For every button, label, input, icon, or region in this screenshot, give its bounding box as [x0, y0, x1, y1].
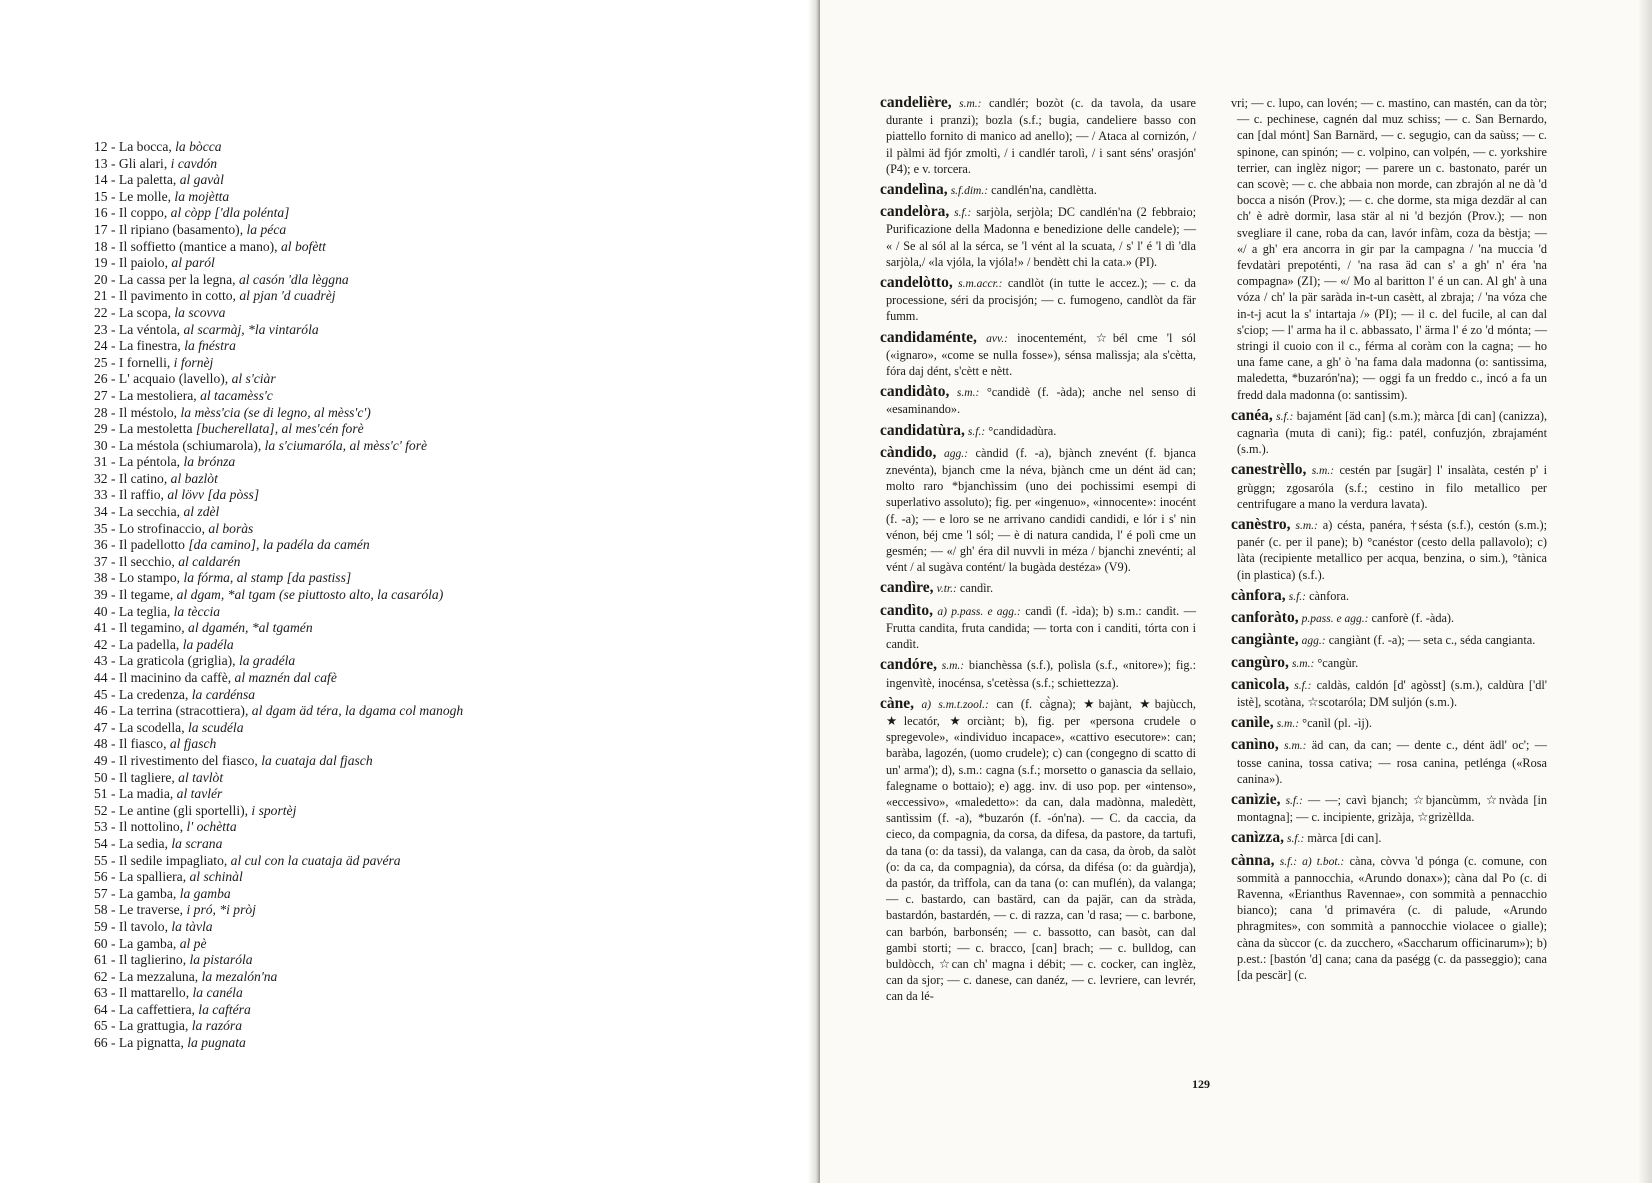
dictionary-entry: [880, 445, 1196, 576]
entry-grammar: s.m.:: [941, 660, 965, 673]
legend-item-label: 15 - Le molle,: [94, 188, 175, 204]
entry-definition: °canìl (pl. -ìj).: [1302, 716, 1372, 731]
legend-item-dialect: al bofètt: [280, 238, 326, 254]
legend-item-label: 42 - La padella,: [94, 636, 183, 652]
legend-item: [94, 504, 463, 521]
entry-grammar: avv.:: [986, 332, 1008, 345]
legend-item-dialect: la canéla: [192, 985, 243, 1001]
legend-item: [94, 720, 463, 737]
entry-grammar: s.f.:: [1285, 794, 1303, 807]
entry-headword: cangiànte,: [1231, 631, 1299, 649]
entry-grammar: s.f.:: [954, 207, 972, 220]
legend-item-label: 27 - La mestoliera,: [94, 387, 201, 403]
entry-grammar: s.m.:: [959, 98, 982, 110]
entry-headword: canìzza,: [1231, 829, 1284, 847]
legend-item: [94, 653, 463, 670]
dictionary-entry: [880, 603, 1196, 653]
entry-headword: candidàto,: [880, 383, 950, 401]
legend-item-label: 24 - La finestra,: [94, 338, 185, 354]
legend-item: [94, 969, 463, 986]
entry-grammar: p.pass. e agg.:: [1301, 613, 1369, 626]
entry-definition: canforè (f. -àda).: [1371, 611, 1455, 626]
legend-item-label: 51 - La madia,: [94, 786, 177, 802]
entry-headword: cànfora,: [1231, 586, 1286, 604]
entry-grammar: s.f.: a) t.bot.:: [1279, 855, 1345, 868]
legend-item-label: 33 - Il raffio,: [94, 487, 168, 503]
legend-item: [94, 604, 463, 621]
legend-item-label: 18 - Il soffietto (mantice a mano),: [94, 238, 281, 254]
legend-item: [94, 819, 463, 836]
legend-item: [94, 371, 463, 388]
legend-item: [94, 537, 463, 554]
legend-item-label: 21 - Il pavimento in cotto,: [94, 288, 240, 304]
dictionary-entry: [1231, 95, 1547, 403]
legend-item: [94, 853, 463, 870]
legend-item-label: 17 - Il ripiano (basamento),: [94, 221, 247, 237]
dictionary-entry: [1231, 830, 1547, 847]
legend-item: [94, 288, 463, 305]
legend-item-dialect: al caldarén: [178, 553, 241, 569]
legend-item-label: 16 - Il coppo,: [94, 205, 171, 221]
dictionary-entry: [1231, 517, 1547, 583]
entry-headword: cànna,: [1231, 851, 1275, 869]
entry-headword: candelòtto,: [880, 274, 953, 292]
entry-definition: caldàs, caldón [d' agòsst] (s.m.), caldùra ['dl' istè], scotàna, ☆scotaróla; DM suljón (s.m.).: [1237, 677, 1547, 709]
entry-definition: äd can, da can; — dente c., dént ädl' oc'; — tosse canina, tossa cativa; — rosa canina, petlénga («Rosa canina»).: [1237, 738, 1547, 786]
legend-item-label: 50 - Il tagliere,: [94, 769, 179, 785]
legend-item: [94, 156, 463, 173]
dictionary-entry: [1231, 610, 1547, 627]
entry-headword: càndido,: [880, 443, 937, 461]
dictionary-entry: [1231, 853, 1547, 984]
dictionary-column-1: [880, 95, 1196, 1010]
legend-item-dialect: al tavlér: [176, 786, 223, 802]
legend-item-dialect: al tacamèss'c: [200, 387, 273, 403]
legend-item-dialect: al paról: [171, 255, 215, 271]
legend-item-label: 22 - La scopa,: [94, 304, 175, 320]
entry-grammar: s.f.:: [1287, 833, 1305, 846]
legend-item-label: 66 - La pignatta,: [94, 1035, 188, 1051]
legend-item-dialect: la padéla: [182, 636, 234, 652]
entry-headword: candìre,: [880, 579, 934, 597]
legend-item: [94, 421, 463, 438]
legend-item-dialect: al maznén dal cafè: [234, 670, 337, 685]
entry-headword: canìle,: [1231, 714, 1274, 732]
legend-item-dialect: la tàvla: [171, 918, 213, 934]
entry-definition: sarjòla, serjòla; DC candlén'na (2 febbraio; Purificazione della Madonna e benedizione delle candele); — « / Se al sól al la sérca, se 'l vént al la scuata, / s' l' é 'l dì 'dla sarjòla,/ «la vjóla, la vjóla!» / bendètt chi la cata.» (PI).: [886, 205, 1197, 269]
legend-item-label: 20 - La cassa per la legna,: [94, 271, 239, 287]
entry-definition: vri; — c. lupo, can lovén; — c. mastino, can mastén, can da tòr; — c. pechinese, cagnén dal muz schiss; — c. San Bernardo, can [dal mónt] San Barnärd, — c. segugio, can da saùss; — c. spinone, can spinón; — c. volpino, can volpén, — c. yorkshire terrier, can inglèz nigor; — parere un c. bastonato, parér un can scovè; — c. che abbaia non morde, can zbrajón al ne dà 'd bocca a nisón (Prov.); — c. che dorme, sta miga dezdär al can ch' è adrè dormìr, lasa stär al ni 'd bezjón (Prov.); — non svegliare il cane, roba da can, lavór infàm, coza da bèstja; — «/ a gh' era ancorra in gir par la campagna / 'na muccia 'd fevdatàri prepoténti, / 'na rasa äd can s' a gh' n' éra 'na compagna» (ZI); — «/ Mo al baritton l' é un can. Al gh' à una vóza / ch' la pär saràda in-t-un casètt, al zbraja; / 'na vóza che in-t-j acut la s' intartaja /» (PI); — il c. del fucile, al can dal s'ciop; — l' arma ha il c. abbassato, l' ärma l' é zo 'd mónta; — stringi il cuoio con il c., férma al coràm con la cagna; — ho una fame cane, a gh' ò 'na fama dala madonna (o: santissima, maledetta, *buzarón'na); — oggi fa un freddo c., incó a fa un fredd dala madonna (o: santissim).: [1231, 96, 1547, 402]
dictionary-column-2: [1231, 95, 1547, 988]
entry-grammar: v.tr.:: [936, 583, 957, 596]
legend-item: [94, 869, 463, 886]
legend-item-dialect: al bazlòt: [170, 470, 218, 486]
legend-item-dialect: la tèccia: [173, 603, 221, 619]
legend-item: [94, 487, 463, 504]
legend-item-dialect: al dgamén, *al tgamén: [188, 620, 313, 636]
entry-headword: candelòra,: [880, 203, 950, 221]
legend-item-dialect: al zdèl: [183, 504, 220, 520]
legend-item: [94, 620, 463, 637]
legend-item: [94, 637, 463, 654]
legend-item-label: 63 - Il mattarello,: [94, 985, 193, 1001]
legend-item: [94, 587, 463, 604]
dictionary-entry: [880, 330, 1196, 380]
legend-item-label: 26 - L' acquaio (lavello),: [94, 371, 232, 387]
entry-grammar: agg.:: [944, 447, 968, 460]
legend-item-label: 19 - Il paiolo,: [94, 255, 172, 271]
entry-definition: màrca [di can].: [1307, 831, 1382, 846]
dictionary-entry: [880, 384, 1196, 417]
dictionary-entry: [1231, 792, 1547, 825]
legend-item-label: 39 - Il tegame,: [94, 587, 177, 603]
dictionary-entry: [880, 95, 1196, 177]
legend-item-dialect: i pró, *i pròj: [186, 902, 256, 918]
legend-item: [94, 172, 463, 189]
legend-item-label: 43 - La graticola (griglia),: [94, 653, 239, 669]
legend-item-label: 64 - La caffettiera,: [94, 1001, 199, 1017]
entry-definition: cànfora.: [1309, 588, 1350, 603]
page-edge-shadow: [1638, 0, 1652, 1183]
entry-grammar: s.m.:: [1284, 740, 1307, 753]
legend-item-dialect: la s'ciumaróla, al mèss'c' forè: [264, 437, 428, 453]
entry-grammar: s.m.:: [1276, 718, 1300, 731]
legend-item-dialect: al gavàl: [179, 172, 224, 188]
legend-item: [94, 454, 463, 471]
entry-headword: candìto,: [880, 601, 933, 619]
legend-item-dialect: al s'ciàr: [231, 371, 276, 387]
entry-grammar: s.f.dim.:: [950, 185, 989, 198]
legend-item-dialect: l' ochètta: [186, 819, 237, 835]
legend-item-dialect: la péca: [246, 221, 287, 237]
entry-definition: cangiànt (f. -a); — seta c., séda cangianta.: [1328, 633, 1536, 648]
legend-item-label: 31 - La péntola,: [94, 454, 184, 470]
entry-grammar: a) p.pass. e agg.:: [937, 605, 1021, 618]
legend-item-dialect: la gradéla: [238, 653, 296, 669]
legend-item: [94, 405, 463, 422]
legend-item: [94, 355, 463, 372]
legend-item-label: 56 - La spalliera,: [94, 869, 190, 885]
entry-definition: candì (f. -ìda); b) s.m.: candìt. — Frutta candita, fruta candida; — torta con i canditi, tórta con i candìt.: [886, 603, 1197, 652]
legend-item-dialect: la caftéra: [198, 1001, 251, 1017]
legend-item-dialect: al scarmàj, *la vintaróla: [183, 321, 319, 337]
entry-definition: °candidadùra.: [988, 423, 1057, 438]
dictionary-entry: [880, 580, 1196, 597]
legend-item: [94, 952, 463, 969]
legend-item-label: 36 - Il padellotto: [94, 537, 189, 553]
legend-item: [94, 471, 463, 488]
legend-item-label: 45 - La credenza,: [94, 686, 192, 702]
legend-item-dialect: al fjasch: [169, 736, 217, 752]
legend-item: [94, 222, 463, 239]
legend-item: [94, 189, 463, 206]
legend-item-label: 57 - La gamba,: [94, 885, 180, 901]
legend-item-label: 52 - Le antine (gli sportelli),: [94, 802, 252, 818]
legend-item-dialect: la fórma, al stamp [da pastiss]: [183, 570, 352, 586]
dictionary-entry: [1231, 632, 1547, 649]
legend-item-dialect: la pistaróla: [189, 952, 253, 968]
illustration-legend: [94, 139, 463, 1052]
entry-grammar: s.m.:: [1311, 465, 1335, 478]
legend-item: [94, 521, 463, 538]
dictionary-entry: [880, 696, 1196, 1005]
legend-item-dialect: al schinàl: [189, 869, 243, 885]
entry-headword: canestrèllo,: [1231, 461, 1307, 479]
legend-item: [94, 803, 463, 820]
dictionary-entry: [1231, 677, 1547, 710]
legend-item: [94, 272, 463, 289]
legend-item-label: 37 - Il secchio,: [94, 553, 179, 569]
entry-definition: bianchèssa (s.f.), polìsla (s.f., «nitore»); fig.: ingenvìtè, inocénsa, s'cetèssa (s.f.; schiettezza).: [886, 658, 1196, 690]
legend-item-dialect: la scovva: [174, 304, 226, 320]
legend-item-label: 32 - Il catino,: [94, 470, 171, 486]
legend-item-dialect: la fnéstra: [184, 338, 236, 354]
legend-item: [94, 687, 463, 704]
legend-item-dialect: al pè: [179, 935, 207, 951]
legend-item: [94, 322, 463, 339]
entry-headword: canìno,: [1231, 736, 1279, 754]
legend-item: [94, 770, 463, 787]
legend-item: [94, 902, 463, 919]
legend-item-dialect: la cuataja dal fjasch: [261, 752, 373, 768]
legend-item-label: 40 - La teglia,: [94, 603, 174, 619]
dictionary-entry: [880, 423, 1196, 440]
legend-item-label: 60 - La gamba,: [94, 935, 180, 951]
legend-item-dialect: al dgam, *al tgam (se piuttosto alto, la casaróla): [176, 587, 444, 603]
legend-item-label: 55 - Il sedile impagliato,: [94, 852, 231, 868]
legend-item-dialect: [bucherellata], al mes'cén forè: [195, 421, 364, 437]
legend-item: [94, 239, 463, 256]
dictionary-entry: [1231, 588, 1547, 605]
legend-item-label: 38 - Lo stampo,: [94, 570, 184, 586]
legend-item-label: 48 - Il fiasco,: [94, 736, 170, 752]
legend-item-dialect: al pjan 'd cuadrèj: [239, 288, 336, 304]
entry-headword: canèstro,: [1231, 516, 1291, 534]
entry-headword: canforàto,: [1231, 609, 1299, 627]
legend-item-dialect: al dgam äd téra, la dgama col manogh: [251, 703, 464, 719]
legend-item-label: 58 - Le traverse,: [94, 902, 187, 918]
entry-definition: a) césta, panéra, †sésta (s.f.), cestón (s.m.); panér (c. per il pane); b) °canéstor (cesto della pallavolo); c) làta (recipiente metallico per acqua, benzina, o sim.), °tànica (in plastica) (s.f.).: [1237, 518, 1548, 582]
entry-headword: candidatùra,: [880, 421, 965, 439]
legend-item-label: 65 - La grattugia,: [94, 1018, 192, 1034]
legend-item-dialect: i fornèj: [173, 354, 214, 370]
entry-grammar: s.m.:: [956, 387, 980, 400]
legend-item-label: 23 - La véntola,: [94, 321, 184, 337]
entry-definition: °cangùr.: [1317, 655, 1359, 670]
left-page: [0, 0, 812, 1183]
dictionary-entry: [880, 204, 1196, 270]
entry-grammar: s.m.accr.:: [958, 278, 1003, 291]
legend-item-dialect: al lövv [da pòss]: [167, 487, 260, 503]
legend-item: [94, 703, 463, 720]
legend-item: [94, 139, 463, 156]
legend-item-dialect: i sportèj: [251, 802, 297, 818]
dictionary-entry: [880, 275, 1196, 325]
legend-item: [94, 1002, 463, 1019]
page-number: 129: [1192, 1077, 1210, 1091]
entry-definition: inocentemént, ☆bél cme 'l sól («ignaro», «come se nulla fosse»), sénsa malìssja; ala s'cètta, fóra daj dént, s'cètt e nètt.: [886, 330, 1197, 379]
entry-grammar: s.m.:: [1291, 657, 1315, 670]
entry-headword: cangùro,: [1231, 653, 1289, 671]
dictionary-entry: [1231, 408, 1547, 458]
legend-item-label: 13 - Gli alari,: [94, 155, 171, 171]
legend-item-dialect: la mojètta: [174, 188, 230, 204]
legend-item-label: 54 - La sedia,: [94, 835, 172, 851]
entry-definition: cestén par [sugär] l' insalàta, cestén p' i grùggn; zgosaróla (s.f.; cestino in filo metallico per centrifugare a mano la verdura lavata).: [1237, 463, 1548, 511]
legend-item: [94, 205, 463, 222]
entry-headword: canìzie,: [1231, 790, 1281, 808]
entry-headword: candelìna,: [880, 181, 948, 199]
legend-item: [94, 305, 463, 322]
legend-item-label: 46 - La terrina (stracottiera),: [94, 703, 252, 719]
entry-grammar: s.m.:: [1295, 520, 1318, 533]
legend-item-label: 41 - Il tegamino,: [94, 620, 189, 636]
entry-grammar: agg.:: [1301, 635, 1326, 648]
legend-item-label: 29 - La mestoletta: [94, 421, 196, 437]
entry-headword: candidaménte,: [880, 328, 977, 346]
legend-item-label: 61 - Il taglierino,: [94, 952, 190, 968]
dictionary-entry: [880, 657, 1196, 690]
legend-item: [94, 985, 463, 1002]
legend-item-dialect: la mezalón'na: [201, 968, 278, 984]
entry-definition: can (f. cà̀gna); ★bajànt, ★bajùcch, ★lecatór, ★orciànt; b), fig. per «persona crudele o spregevole», «individuo incapace», «cattivo esecutore»: can; baràba, lagozén, (uomo crudele); c) can (congegno di scatto di un' arma'); d), s.m.: cagna (s.f.; morsetto o ganascia da sellaio, falegname o bottaio); e) agg. inv. di uso pop. per «intenso», «eccessivo», «maledetto»: da can, dala madònna, maledètt, santìssim (f. -a), *buzarón (f. -ón'na). — C. da caccia, da cieco, da compagnia, da corsa, da difesa, da pastore, da tartufi, da tana (o: da tassi), da valanga, can da casa, da òrob, da salòt (o: da ca, da compagnia), da córsa, da difésa (o: da guàrdja), da pastór, da trìffola, can da tana (o: can muflén), da valanga; — c. bastardo, can bastärd, can da pajär, can da stràda, bastardón, bastardén, — c. di razza, can 'd rasa; — c. barbone, can barbón, barbonsén; — c. bassotto, can basòt, can dal gambi storti; — c. bracco, [can] brach; — c. bulldog, can buldòcch, ☆can ch' magna i débit; — c. cocker, can inglèz, can da sjor; — c. danese, can danéz, — c. levriere, can levrér, can da lé-: [886, 696, 1197, 1004]
legend-item-dialect: la pugnata: [187, 1035, 246, 1051]
legend-item: [94, 554, 463, 571]
legend-item-dialect: la razóra: [191, 1018, 242, 1034]
legend-item-dialect: al tavlòt: [178, 769, 224, 785]
legend-item-dialect: al còpp ['dla polénta]: [170, 205, 290, 221]
legend-item-dialect: la gamba: [179, 885, 231, 901]
legend-item-dialect: la scudéla: [188, 719, 244, 735]
entry-definition: càndid (f. -a), bjànch znevént (f. bjanca znevénta), bjanch cme la néva, bjànch cme un dént äd can; molto raro *bjanchìssim (uno dei pochissimi esempi di superlativo assoluto); fig. per «ingenuo», «innocente»: inocént (f. -a); — e loro se ne arrivano candidi candidi, e lór i s' nin vénon, béj cme 'l sól; — è di natura candida, l' é polì cme un gesmén; — «/ gh' éra dil nuvvli in méza / bjanchi znevénti; al vént / al sugàva contént/ la bugàda destéza» (V9).: [886, 445, 1196, 575]
legend-item-dialect: al boràs: [208, 520, 254, 536]
legend-item-label: 25 - I fornelli,: [94, 354, 174, 370]
legend-item: [94, 670, 463, 687]
legend-item-label: 49 - Il rivestimento del fiasco,: [94, 752, 262, 768]
legend-item: [94, 786, 463, 803]
legend-item-dialect: i cavdón: [170, 155, 218, 171]
dictionary-entry: [880, 182, 1196, 199]
legend-item-label: 14 - La paletta,: [94, 172, 180, 188]
entry-definition: candlén'na, candlètta.: [991, 183, 1097, 198]
entry-definition: — —; cavì bjanch; ☆bjancùmm, ☆nvàda [in montagna]; — c. incipiente, grizàja, ☆grizèllda.: [1237, 792, 1548, 825]
entry-definition: bajamént [äd can] (s.m.); màrca [di can] (canizza), cagnarìa (muta di cani); fig.: patél, confuzjón, zbrajamént (s.m.).: [1237, 408, 1548, 457]
legend-item-dialect: al cul con la cuataja äd pavéra: [230, 852, 401, 868]
legend-item: [94, 438, 463, 455]
entry-definition: càna, còvva 'd pónga (c. comune, con sommità a pannocchia, «Arundo donax»); càna dal Po (c. di Ravenna, «Erianthus Ravennae», con sommità a pennacchio bianco); cana 'd primavéra (c. di palude, «Arundo phragmites», con sommità a pannocchie violacee o gialle); càna da sùccor (c. da zucchero, «Saccharum officinarum»); b) p.est.: [bastón 'd] cana; cana da paségg (c. da passeggio); cana [da pescär] (c.: [1237, 853, 1548, 982]
legend-item-label: 28 - Il méstolo,: [94, 404, 181, 420]
legend-item-label: 47 - La scodella,: [94, 719, 188, 735]
entry-headword: canìcola,: [1231, 675, 1290, 693]
legend-item-dialect: la bòcca: [175, 139, 222, 154]
legend-item: [94, 255, 463, 272]
entry-grammar: s.f.:: [967, 425, 986, 438]
entry-grammar: s.f.:: [1294, 679, 1312, 692]
legend-item: [94, 919, 463, 936]
legend-item-dialect: la scrana: [171, 835, 223, 851]
entry-definition: candlòt (in tutte le accez.); — c. da processione, séri da procisjón; — c. fumogeno, candlòt da fär fumm.: [886, 276, 1196, 324]
legend-item-dialect: al casón 'dla lèggna: [238, 271, 349, 287]
legend-item-label: 35 - Lo strofinaccio,: [94, 520, 209, 536]
legend-item: [94, 388, 463, 405]
entry-grammar: s.f.:: [1288, 590, 1306, 603]
entry-headword: candóre,: [880, 656, 937, 674]
legend-item-label: 12 - La bocca,: [94, 139, 176, 154]
legend-item: [94, 886, 463, 903]
legend-item: [94, 836, 463, 853]
legend-item: [94, 1018, 463, 1035]
dictionary-entry: [1231, 462, 1547, 512]
legend-item: [94, 338, 463, 355]
legend-item-label: 30 - La méstola (schiumarola),: [94, 437, 265, 453]
dictionary-entry: [1231, 737, 1547, 787]
legend-item-label: 44 - Il macinino da caffè,: [94, 670, 235, 685]
entry-headword: càne,: [880, 694, 915, 712]
entry-definition: candìr.: [959, 581, 994, 596]
legend-item-dialect: la brónza: [183, 454, 236, 470]
legend-item: [94, 736, 463, 753]
entry-grammar: a) s.m.t.zool.:: [921, 698, 989, 711]
legend-item-label: 59 - Il tavolo,: [94, 918, 172, 934]
legend-item: [94, 753, 463, 770]
entry-headword: canéa,: [1231, 406, 1273, 424]
legend-item: [94, 570, 463, 587]
legend-item-dialect: la mèss'cia (se di legno, al mèss'c'): [180, 404, 371, 420]
legend-item-dialect: [da camino], la padéla da camén: [188, 537, 370, 553]
legend-item: [94, 936, 463, 953]
entry-definition: °candidè (f. -àda); anche nel senso di «esaminando».: [886, 385, 1196, 417]
legend-item-label: 34 - La secchia,: [94, 504, 184, 520]
entry-definition: candlér; bozòt (c. da tavola, da usare durante i pranzi); bozla (s.f.; bugia, candeliere basso con piattello fornito di manico ad anello); — / Ataca al cornizón, / il pàlmi äd fjór zmoltì, / i candlér tarolì, / i sant séns' orasjón' (P4); e v. torcera.: [886, 96, 1196, 176]
dictionary-entry: [1231, 655, 1547, 672]
legend-item-label: 53 - Il nottolino,: [94, 819, 187, 835]
entry-headword: candelière,: [880, 94, 952, 111]
entry-grammar: s.f.:: [1276, 410, 1294, 423]
dictionary-entry: [1231, 715, 1547, 732]
legend-item-dialect: la cardénsa: [191, 686, 256, 702]
legend-item: [94, 1035, 463, 1052]
legend-item-label: 62 - La mezzaluna,: [94, 968, 202, 984]
